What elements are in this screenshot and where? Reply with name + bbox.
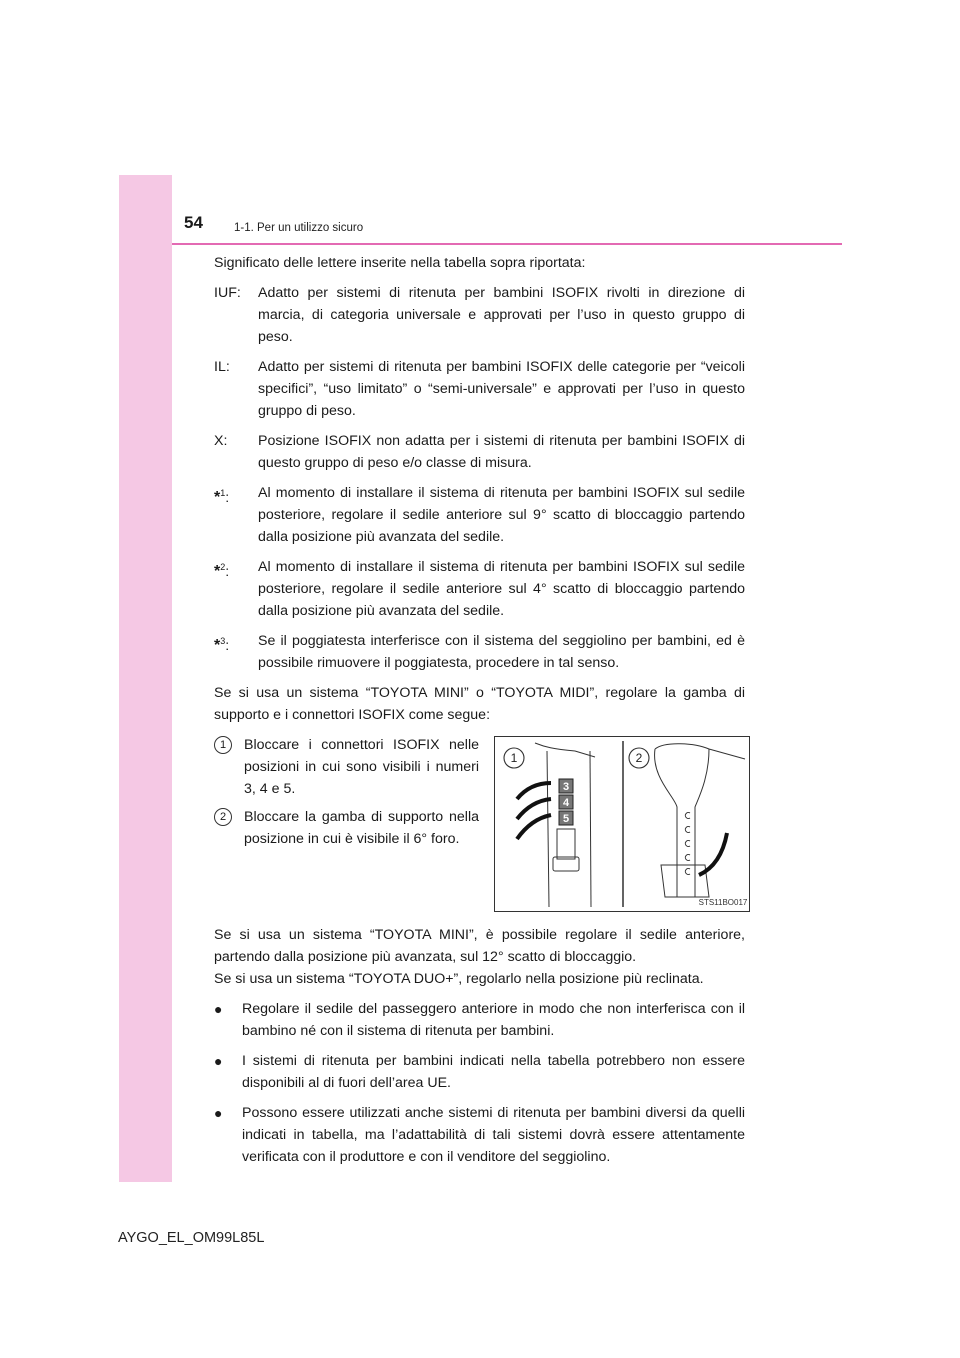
document-code-footer: AYGO_EL_OM99L85L bbox=[118, 1230, 265, 1246]
bullet-dot-icon: ● bbox=[214, 1105, 223, 1121]
step-2 bbox=[214, 806, 479, 850]
footnote-1 bbox=[214, 482, 745, 548]
footnote-3 bbox=[214, 630, 745, 674]
definition-x bbox=[214, 430, 745, 474]
connector-number: 4 bbox=[562, 797, 570, 809]
step-text: Bloccare i connettori ISOFIX nelle posizioni in cui sono visibili i numeri 3, 4 e 5. bbox=[244, 737, 479, 797]
footnote-text: Al momento di installare il sistema di ritenuta per bambini ISOFIX sul sedile posteriore, regolare il sedile anteriore sul 9° scatto di bloccaggio partendo dalla posizione più avanzata del sedile. bbox=[258, 485, 745, 545]
header-rule bbox=[172, 243, 842, 245]
bullet-item bbox=[214, 1102, 745, 1168]
definition-term: IUF: bbox=[214, 285, 241, 301]
footnote-marker: *$^2$: bbox=[214, 562, 230, 580]
bullet-dot-icon: ● bbox=[214, 1001, 223, 1017]
isofix-illustration-svg bbox=[495, 737, 749, 911]
step-number-badge: 2 bbox=[214, 808, 232, 826]
isofix-illustration bbox=[494, 736, 750, 912]
bullet-item bbox=[214, 1050, 745, 1094]
figure-label-1: 1 bbox=[510, 751, 518, 765]
figure-code: STS11BO017 bbox=[698, 898, 748, 907]
definition-term: X: bbox=[214, 433, 228, 449]
step-1 bbox=[214, 734, 479, 800]
connector-number: 3 bbox=[562, 781, 570, 793]
footnote-text: Se il poggiatesta interferisce con il sistema del seggiolino per bambini, ed è possibile rimuovere il poggiatesta, procedere in tal senso. bbox=[258, 633, 745, 671]
section-title: 1-1. Per un utilizzo sicuro bbox=[234, 222, 364, 234]
toyota-intro-paragraph: Se si usa un sistema “TOYOTA MINI” o “TOYOTA MIDI”, regolare la gamba di supporto e i connettori ISOFIX come segue: bbox=[214, 685, 745, 723]
footnote-marker: *$^3$: bbox=[214, 636, 230, 654]
after-figure-paragraph-1: Se si usa un sistema “TOYOTA MINI”, è possibile regolare il sedile anteriore, partendo dalla posizione più avanzata, sul 12° scatto di bloccaggio. bbox=[214, 927, 745, 965]
bullet-text: Possono essere utilizzati anche sistemi di ritenuta per bambini diversi da quelli indicati in tabella, ma l’adattabilità di tali sistemi dovrà essere attentamente verificata con il produttore e con il venditore del seggiolino. bbox=[242, 1105, 745, 1165]
connector-number: 5 bbox=[562, 813, 570, 825]
definition-text: Posizione ISOFIX non adatta per i sistemi di ritenuta per bambini ISOFIX di questo gruppo di peso e/o classe di misura. bbox=[258, 433, 745, 471]
page-number: 54 bbox=[184, 213, 203, 232]
footnote-text: Al momento di installare il sistema di ritenuta per bambini ISOFIX sul sedile posteriore, regolare il sedile anteriore sul 4° scatto di bloccaggio partendo dalla posizione più avanzata del sedile. bbox=[258, 559, 745, 619]
definition-text: Adatto per sistemi di ritenuta per bambini ISOFIX rivolti in direzione di marcia, di categoria universale e approvati per l’uso in questo gruppo di peso. bbox=[258, 285, 745, 345]
figure-label-2: 2 bbox=[635, 751, 643, 765]
sidebar-color-band bbox=[119, 175, 172, 1182]
definition-iuf bbox=[214, 282, 745, 348]
bullet-item bbox=[214, 998, 745, 1042]
bullet-dot-icon: ● bbox=[214, 1053, 223, 1069]
step-number-badge: 1 bbox=[214, 736, 232, 754]
step-text: Bloccare la gamba di supporto nella posizione in cui è visibile il 6° foro. bbox=[244, 809, 479, 847]
after-figure-paragraph-2: Se si usa un sistema “TOYOTA DUO+”, regolarlo nella posizione più reclinata. bbox=[214, 971, 704, 987]
steps-list bbox=[214, 734, 479, 856]
bullet-text: Regolare il sedile del passeggero anteriore in modo che non interferisca con il bambino né con il sistema di ritenuta per bambini. bbox=[242, 1001, 745, 1039]
definition-text: Adatto per sistemi di ritenuta per bambini ISOFIX delle categorie per “veicoli specifici”, “uso limitato” o “semi-universale” e approvati per l’uso in questo gruppo di peso. bbox=[258, 359, 745, 419]
footnote-marker: *$^1$: bbox=[214, 488, 230, 506]
footnote-2 bbox=[214, 556, 745, 622]
intro-paragraph: Significato delle lettere inserite nella tabella sopra riportata: bbox=[214, 255, 586, 271]
steps-with-figure bbox=[214, 734, 748, 916]
page-content bbox=[214, 252, 748, 1176]
bullet-text: I sistemi di ritenuta per bambini indicati nella tabella potrebbero non essere disponibili al di fuori dell’area UE. bbox=[242, 1053, 745, 1091]
definition-il bbox=[214, 356, 745, 422]
definition-term: IL: bbox=[214, 359, 230, 375]
